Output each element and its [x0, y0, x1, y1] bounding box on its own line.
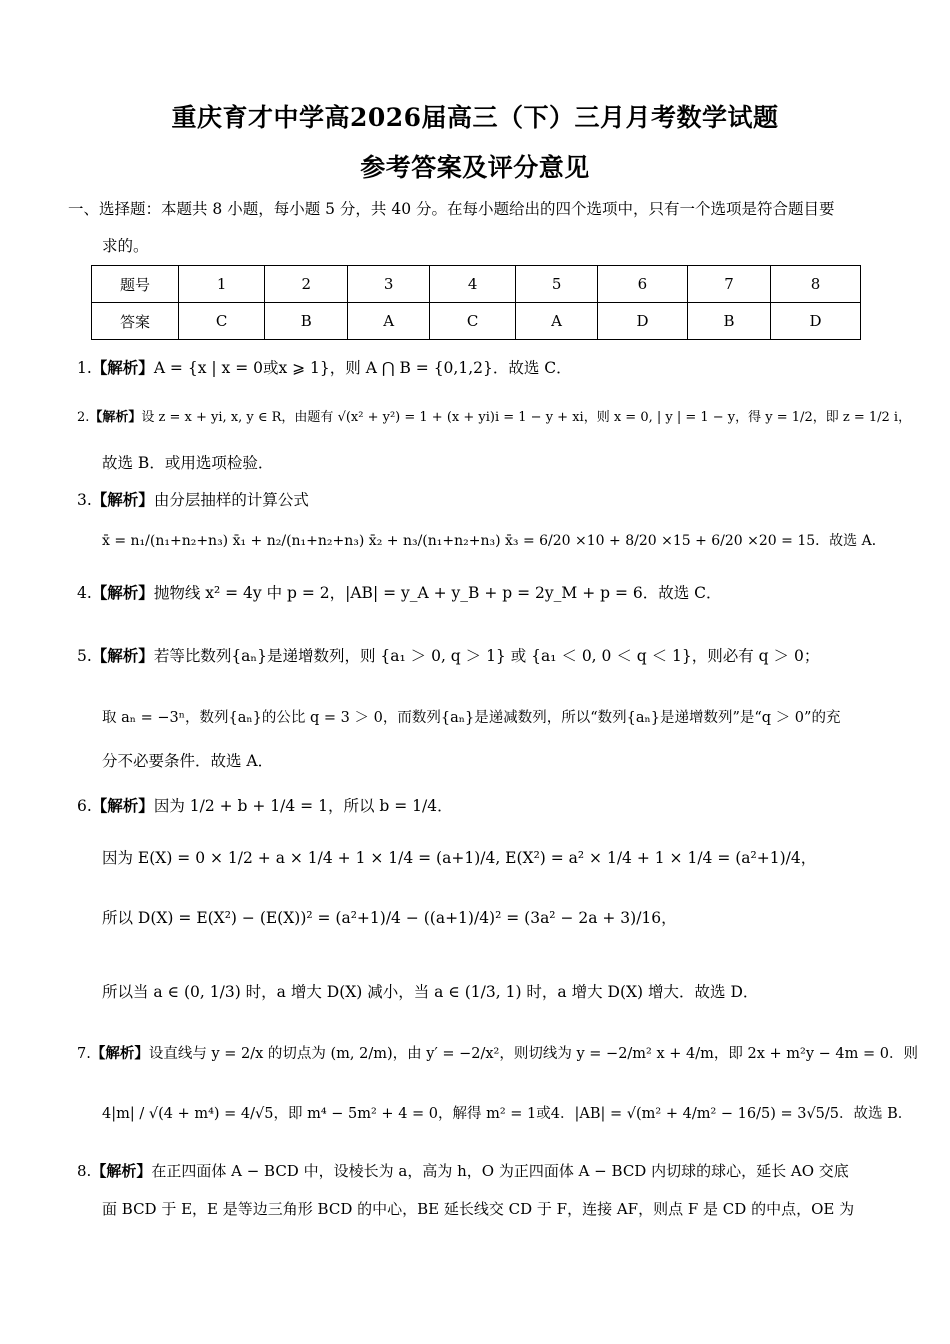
solution-1 — [77, 356, 572, 378]
solution-3-formula: x̄ = n₁/(n₁+n₂+n₃) x̄₁ + n₂/(n₁+n₂+n₃) x̄₂ + n₃/(n₁+n₂+n₃) x̄₃ = 6/20 ×10 + 8/20 ×15 + 6/20 ×20 = 15．故选 A． — [102, 533, 886, 549]
solution-number: 3. — [77, 491, 92, 509]
table-cell: 8 — [771, 266, 861, 303]
solution-text: A = {x | x = 0或x ⩾ 1}，则 A ⋂ B = {0,1,2}．故选 C． — [153, 359, 572, 377]
solution-number: 2. — [77, 410, 90, 425]
solution-6-variance: 所以 D(X) = E(X²) − (E(X))² = (a²+1)/4 − ((a+1)/4)² = (3a² − 2a + 3)/16， — [102, 909, 677, 927]
table-row-answers — [92, 303, 861, 340]
solution-5 — [77, 644, 819, 666]
solution-text: 由分层抽样的计算公式 — [153, 491, 309, 509]
solution-tag: 【解析】 — [91, 796, 154, 815]
solution-tag: 【解析】 — [90, 1045, 149, 1062]
solution-number: 6. — [77, 797, 92, 815]
table-cell: C — [430, 303, 516, 340]
solution-6-expectation: 因为 E(X) = 0 × 1/2 + a × 1/4 + 1 × 1/4 = (a+1)/4, E(X²) = a² × 1/4 + 1 × 1/4 = (a²+1)/4， — [102, 849, 817, 867]
page-title: 重庆育才中学高2026届高三（下）三月月考数学试题 — [171, 103, 779, 132]
solution-tag: 【解析】 — [89, 410, 142, 425]
solution-6-conclusion: 所以当 a ∈ (0, 1/3) 时，a 增大 D(X) 减小，当 a ∈ (1/3, 1) 时，a 增大 D(X) 增大．故选 D． — [102, 983, 759, 1001]
solution-7-cont: 4|m| / √(4 + m⁴) = 4/√5，即 m⁴ − 5m² + 4 = 0，解得 m² = 1或4．|AB| = √(m² + 4/m² − 16/5) = 3√5/5．故选 B． — [102, 1106, 913, 1122]
solution-tag: 【解析】 — [91, 358, 154, 377]
table-cell: C — [179, 303, 265, 340]
table-cell: 6 — [597, 266, 687, 303]
solution-text: 若等比数列{aₙ}是递增数列，则 {a₁ ＞ 0, q ＞ 1} 或 {a₁ ＜ 0, 0 ＜ q ＜ 1}，则必有 q ＞ 0； — [153, 647, 820, 665]
table-cell: A — [516, 303, 598, 340]
solution-tag: 【解析】 — [91, 1162, 152, 1180]
solution-tag: 【解析】 — [91, 583, 154, 602]
answer-table — [91, 265, 861, 340]
solution-3 — [77, 488, 309, 510]
solution-text: 设直线与 y = 2/x 的切点为 (m, 2/m)，由 y′ = −2/x²，则切线为 y = −2/m² x + 4/m，即 2x + m²y − 4m = 0．则 — [148, 1046, 918, 1062]
table-cell: 1 — [179, 266, 265, 303]
solution-4 — [77, 581, 722, 603]
table-row-numbers — [92, 266, 861, 303]
solution-6 — [77, 794, 453, 816]
table-cell: D — [771, 303, 861, 340]
table-cell: B — [687, 303, 770, 340]
solution-number: 7. — [77, 1046, 91, 1062]
section-intro-line1: 一、选择题：本题共 8 小题，每小题 5 分，共 40 分。在每小题给出的四个选项中，只有一个选项是符合题目要 — [68, 200, 835, 218]
solution-5-cont1: 取 aₙ = −3ⁿ，数列{aₙ}的公比 q = 3 ＞ 0，而数列{aₙ}是递减数列，所以“数列{aₙ}是递增数列”是“q ＞ 0”的充 — [102, 710, 841, 726]
solution-8-cont: 面 BCD 于 E，E 是等边三角形 BCD 的中心，BE 延长线交 CD 于 F，连接 AF，则点 F 是 CD 的中点，OE 为 — [102, 1200, 855, 1218]
solution-text: 设 z = x + yi, x, y ∈ R，由题有 √(x² + y²) = 1 + (x + yi)i = 1 − y + xi，则 x = 0, | y | = 1 − y，得 y = 1/2，即 z = 1/2 i， — [141, 410, 912, 425]
solution-number: 8. — [77, 1162, 92, 1180]
solution-number: 1. — [77, 359, 92, 377]
table-cell: D — [597, 303, 687, 340]
solution-text: 因为 1/2 + b + 1/4 = 1，所以 b = 1/4． — [153, 797, 453, 815]
table-cell: 2 — [265, 266, 348, 303]
solution-text: 抛物线 x² = 4y 中 p = 2，|AB| = y_A + y_B + p = 2y_M + p = 6．故选 C． — [153, 584, 722, 602]
table-cell: A — [348, 303, 430, 340]
solution-8 — [77, 1160, 849, 1181]
section-intro-line2: 求的。 — [102, 237, 149, 255]
solution-2-cont: 故选 B．或用选项检验． — [102, 454, 274, 472]
solution-2 — [77, 406, 911, 425]
solution-tag: 【解析】 — [91, 646, 154, 665]
row-label-answer: 答案 — [92, 303, 179, 340]
solution-5-cont2: 分不必要条件．故选 A． — [102, 752, 274, 770]
table-cell: 5 — [516, 266, 598, 303]
page-subtitle: 参考答案及评分意见 — [360, 153, 590, 182]
table-cell: 4 — [430, 266, 516, 303]
table-cell: 7 — [687, 266, 770, 303]
row-label-number: 题号 — [92, 266, 179, 303]
solution-7 — [77, 1042, 918, 1063]
solution-number: 4. — [77, 584, 92, 602]
solution-tag: 【解析】 — [91, 490, 154, 509]
solution-number: 5. — [77, 647, 92, 665]
solution-text: 在正四面体 A − BCD 中，设棱长为 a，高为 h，O 为正四面体 A − BCD 内切球的球心，延长 AO 交底 — [151, 1162, 849, 1180]
table-cell: 3 — [348, 266, 430, 303]
table-cell: B — [265, 303, 348, 340]
